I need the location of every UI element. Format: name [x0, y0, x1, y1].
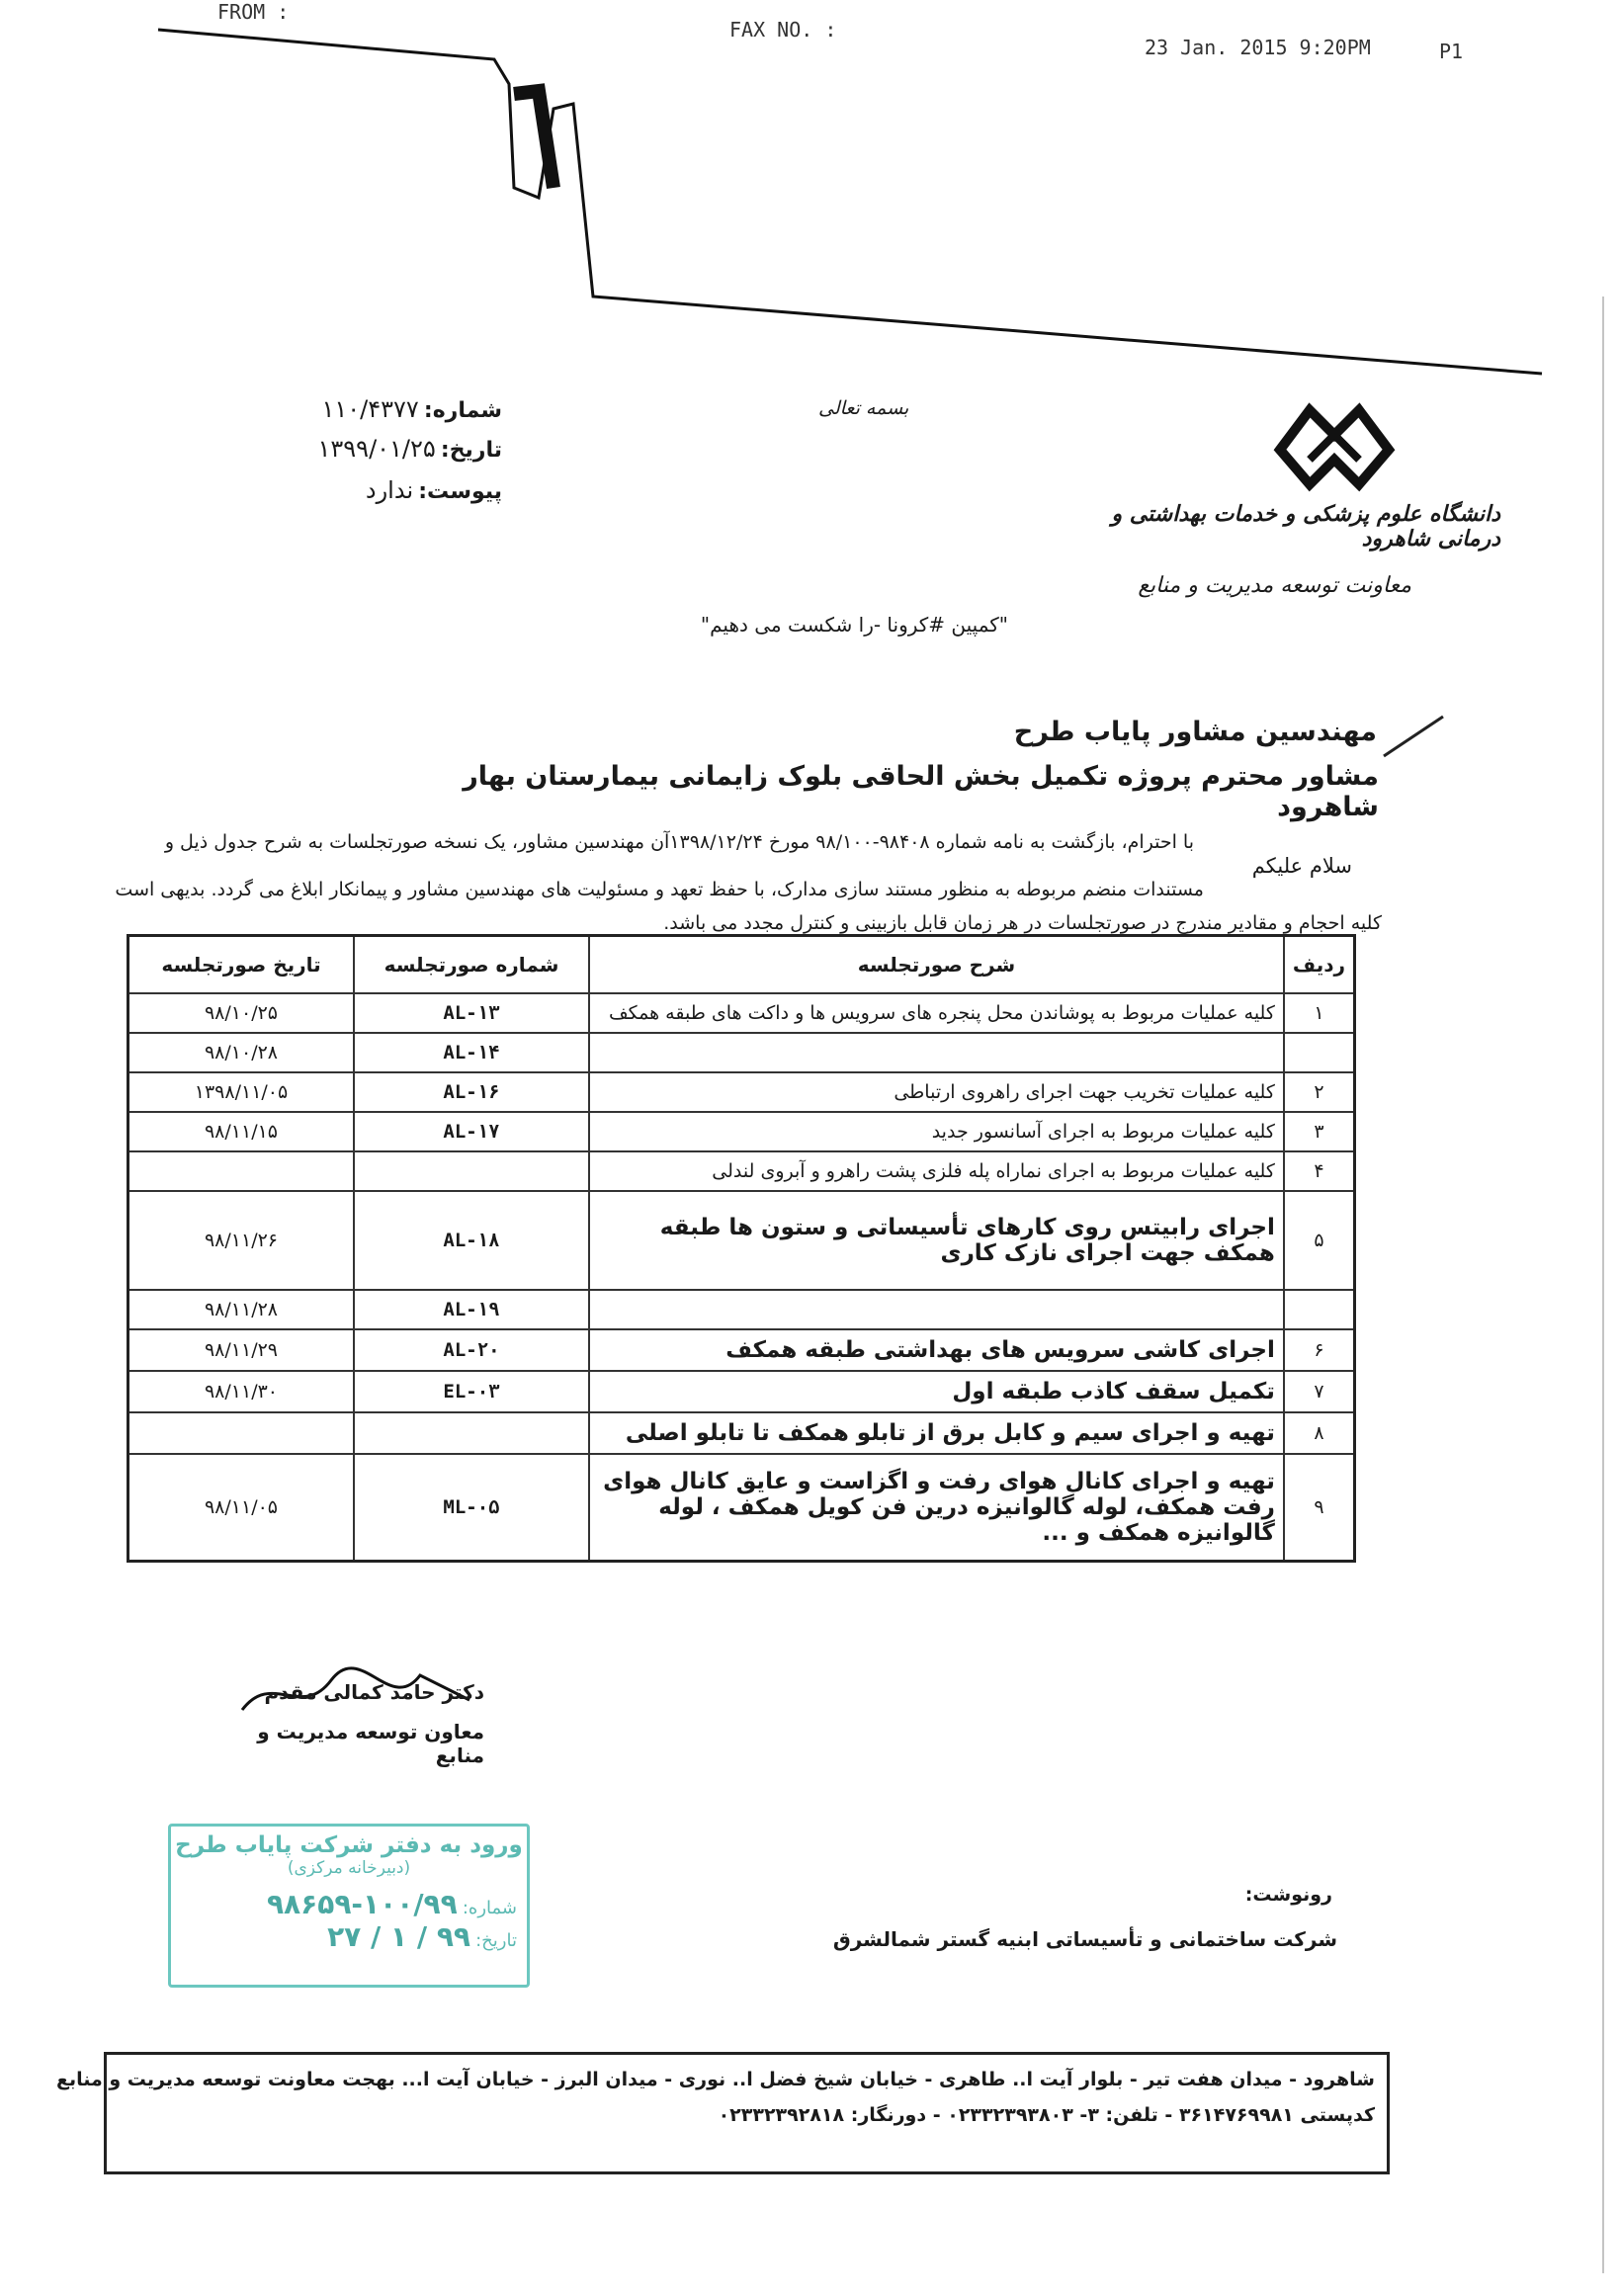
- table-row: [128, 1329, 1355, 1371]
- cell-desc: کلیه عملیات مربوط به اجرای نماراه پله فلزی پشت راهرو و آبروی لندلی: [589, 1151, 1284, 1191]
- cell-desc: کلیه عملیات تخریب جهت اجرای راهروی ارتباطی: [589, 1072, 1284, 1112]
- header-minutes-number: شماره صورتجلسه: [354, 936, 589, 994]
- attachment-label: پیوست:: [418, 479, 502, 504]
- number-value: ۱۱۰/۴۳۷۷: [321, 395, 419, 423]
- greeting: سلام علیکم: [1251, 854, 1352, 878]
- cell-date: ۹۸/۱۱/۲۹: [128, 1329, 355, 1371]
- table-row: [128, 1112, 1355, 1151]
- cell-no: ۶: [1284, 1329, 1355, 1371]
- stamp-number-label: شماره:: [462, 1898, 517, 1918]
- cell-desc: کلیه عملیات مربوط به پوشاندن محل پنجره های سرویس ها و داکت های طبقه همکف: [589, 993, 1284, 1033]
- attachment-value: ندارد: [365, 476, 414, 504]
- cell-no: ۱: [1284, 993, 1355, 1033]
- cell-code: AL-۱۶: [354, 1072, 589, 1112]
- scan-right-edge: [1599, 297, 1609, 2273]
- cell-no: ۹: [1284, 1454, 1355, 1561]
- table-row: [128, 1290, 1355, 1329]
- cell-code: AL-۱۷: [354, 1112, 589, 1151]
- fax-number-label: FAX NO. :: [729, 18, 837, 42]
- stamp-number-value: ۱۰۰/۹۹-۹۸۶۵۹: [266, 1888, 458, 1920]
- cell-desc: اجرای کاشی سرویس های بهداشتی طبقه همکف: [589, 1329, 1284, 1371]
- cell-code: AL-۱۴: [354, 1033, 589, 1072]
- cell-code: [354, 1151, 589, 1191]
- stamp-date: [171, 1920, 527, 1953]
- fax-datetime: 23 Jan. 2015 9:20PM: [1145, 36, 1371, 59]
- recipient-line2: مشاور محترم پروژه تکمیل بخش الحاقی بلوک زایمانی بیمارستان بهار شاهرود: [463, 761, 1379, 822]
- table-row: [128, 1371, 1355, 1412]
- footer-address-line2: کدپستی ۳۶۱۴۷۶۹۹۸۱ - تلفن: ۳- ۰۲۳۳۲۳۹۳۸۰۳ - دورنگار: ۰۲۳۳۲۳۹۲۸۱۸: [718, 2104, 1375, 2126]
- table-header-row: [128, 936, 1355, 994]
- cell-no: ۵: [1284, 1191, 1355, 1290]
- fax-from-label: FROM :: [217, 0, 290, 24]
- cell-date: ۹۸/۱۱/۲۶: [128, 1191, 355, 1290]
- cc-recipient: شرکت ساختمانی و تأسیساتی ابنیه گستر شمالشرق: [832, 1927, 1337, 1951]
- scan-edge-lines: [0, 0, 1619, 395]
- cell-date: ۹۸/۱۱/۲۸: [128, 1290, 355, 1329]
- stamp-number: [171, 1888, 527, 1920]
- table-row: [128, 1151, 1355, 1191]
- cell-no: ۲: [1284, 1072, 1355, 1112]
- table-row: [128, 1191, 1355, 1290]
- cell-code: AL-۱۳: [354, 993, 589, 1033]
- table-row: [128, 1033, 1355, 1072]
- cell-no: ۸: [1284, 1412, 1355, 1454]
- received-stamp: [168, 1824, 530, 1988]
- cell-date: ۹۸/۱۱/۱۵: [128, 1112, 355, 1151]
- cell-desc: [589, 1290, 1284, 1329]
- cell-no: ۷: [1284, 1371, 1355, 1412]
- cell-code: AL-۱۹: [354, 1290, 589, 1329]
- stamp-date-value: ۹۹ / ۱ / ۲۷: [327, 1920, 471, 1953]
- cc-label: رونوشت:: [1244, 1884, 1332, 1906]
- stamp-line2: (دبیرخانه مرکزی): [287, 1858, 411, 1878]
- bismillah: بسمه تعالی: [818, 397, 909, 419]
- cell-code: AL-۱۸: [354, 1191, 589, 1290]
- minutes-table: [127, 934, 1356, 1563]
- table-row: [128, 1412, 1355, 1454]
- header-row-no: ردیف: [1284, 936, 1355, 994]
- cell-desc: کلیه عملیات مربوط به اجرای آسانسور جدید: [589, 1112, 1284, 1151]
- cell-date: ۹۸/۱۱/۳۰: [128, 1371, 355, 1412]
- letter-date: [245, 435, 502, 463]
- body-line2: مستندات منضم مربوطه به منظور مستند سازی مدارک، با حفظ تعهد و مسئولیت های مهندسین مشاور و پیمانکار ابلاغ می گردد. بدیهی است: [115, 879, 1204, 900]
- handwritten-mark: [1379, 712, 1448, 761]
- date-value: ۱۳۹۹/۰۱/۲۵: [317, 435, 436, 463]
- cell-desc: [589, 1033, 1284, 1072]
- body-line1: با احترام، بازگشت به نامه شماره ۹۸۴۰۸-۹۸/۱۰۰ مورخ ۱۳۹۸/۱۲/۲۴آن مهندسین مشاور، یک نسخه صورتجلسات به شرح جدول ذیل و: [164, 831, 1194, 853]
- cell-date: [128, 1151, 355, 1191]
- cell-date: ۹۸/۱۰/۲۸: [128, 1033, 355, 1072]
- cell-code: AL-۲۰: [354, 1329, 589, 1371]
- cell-desc: تکمیل سقف کاذب طبقه اول: [589, 1371, 1284, 1412]
- signer-title: معاون توسعه مدیریت و منابع: [257, 1720, 484, 1767]
- signer-name: دکتر حامد کمالی مقدم: [264, 1680, 484, 1704]
- cell-no: ۳: [1284, 1112, 1355, 1151]
- table-row: [128, 1454, 1355, 1561]
- fax-page: P1: [1439, 40, 1464, 63]
- org-name: دانشگاه علوم پزشکی و خدمات بهداشتی و درمانی شاهرود: [1111, 502, 1500, 552]
- number-label: شماره:: [423, 398, 502, 423]
- cell-no: ۴: [1284, 1151, 1355, 1191]
- header-minutes-date: تاریخ صورتجلسه: [128, 936, 355, 994]
- cell-no: [1284, 1290, 1355, 1329]
- cell-code: [354, 1412, 589, 1454]
- cell-date: ۹۸/۱۰/۲۵: [128, 993, 355, 1033]
- footer-address-line1: شاهرود - میدان هفت تیر - بلوار آیت ا.. طاهری - خیابان شیخ فضل ا.. نوری - میدان البرز - خیابان آیت ا... بهجت معاونت توسعه مدیریت و منابع: [55, 2069, 1375, 2090]
- letter-number: [245, 395, 502, 423]
- cell-date: [128, 1412, 355, 1454]
- footer-address-box: [55, 2052, 1390, 2174]
- table-row: [128, 1072, 1355, 1112]
- cell-desc: تهیه و اجرای سیم و کابل برق از تابلو همکف تا تابلو اصلی: [589, 1412, 1284, 1454]
- cell-desc: اجرای رابیتس روی کارهای تأسیساتی و ستون ها طبقه همکف جهت اجرای نازک کاری: [589, 1191, 1284, 1290]
- cell-no: [1284, 1033, 1355, 1072]
- body-line3: کلیه احجام و مقادیر مندرج در صورتجلسات در هر زمان قابل بازبینی و کنترل مجدد می باشد.: [663, 912, 1382, 934]
- date-label: تاریخ:: [440, 438, 502, 463]
- campaign-slogan: "کمپین #کرونا -را شکست می دهیم": [700, 613, 1008, 637]
- letter-attachment: [245, 476, 502, 504]
- table-row: [128, 993, 1355, 1033]
- cell-date: ۱۳۹۸/۱۱/۰۵: [128, 1072, 355, 1112]
- cell-code: EL-۰۳: [354, 1371, 589, 1412]
- recipient-line1: مهندسین مشاور پایاب طرح: [1013, 717, 1377, 747]
- cell-date: ۹۸/۱۱/۰۵: [128, 1454, 355, 1561]
- university-logo-icon: [1270, 390, 1399, 499]
- header-description: شرح صورتجلسه: [589, 936, 1284, 994]
- org-department: معاونت توسعه مدیریت و منابع: [1138, 573, 1411, 598]
- stamp-line1: ورود به دفتر شرکت پایاب طرح: [175, 1832, 523, 1858]
- cell-code: ML-۰۵: [354, 1454, 589, 1561]
- stamp-date-label: تاریخ:: [475, 1930, 517, 1951]
- cell-desc: تهیه و اجرای کانال هوای رفت و اگزاست و عایق کانال هوای رفت همکف، لوله گالوانیزه درین فن کویل همکف ، لوله گالوانیزه همکف و ...: [589, 1454, 1284, 1561]
